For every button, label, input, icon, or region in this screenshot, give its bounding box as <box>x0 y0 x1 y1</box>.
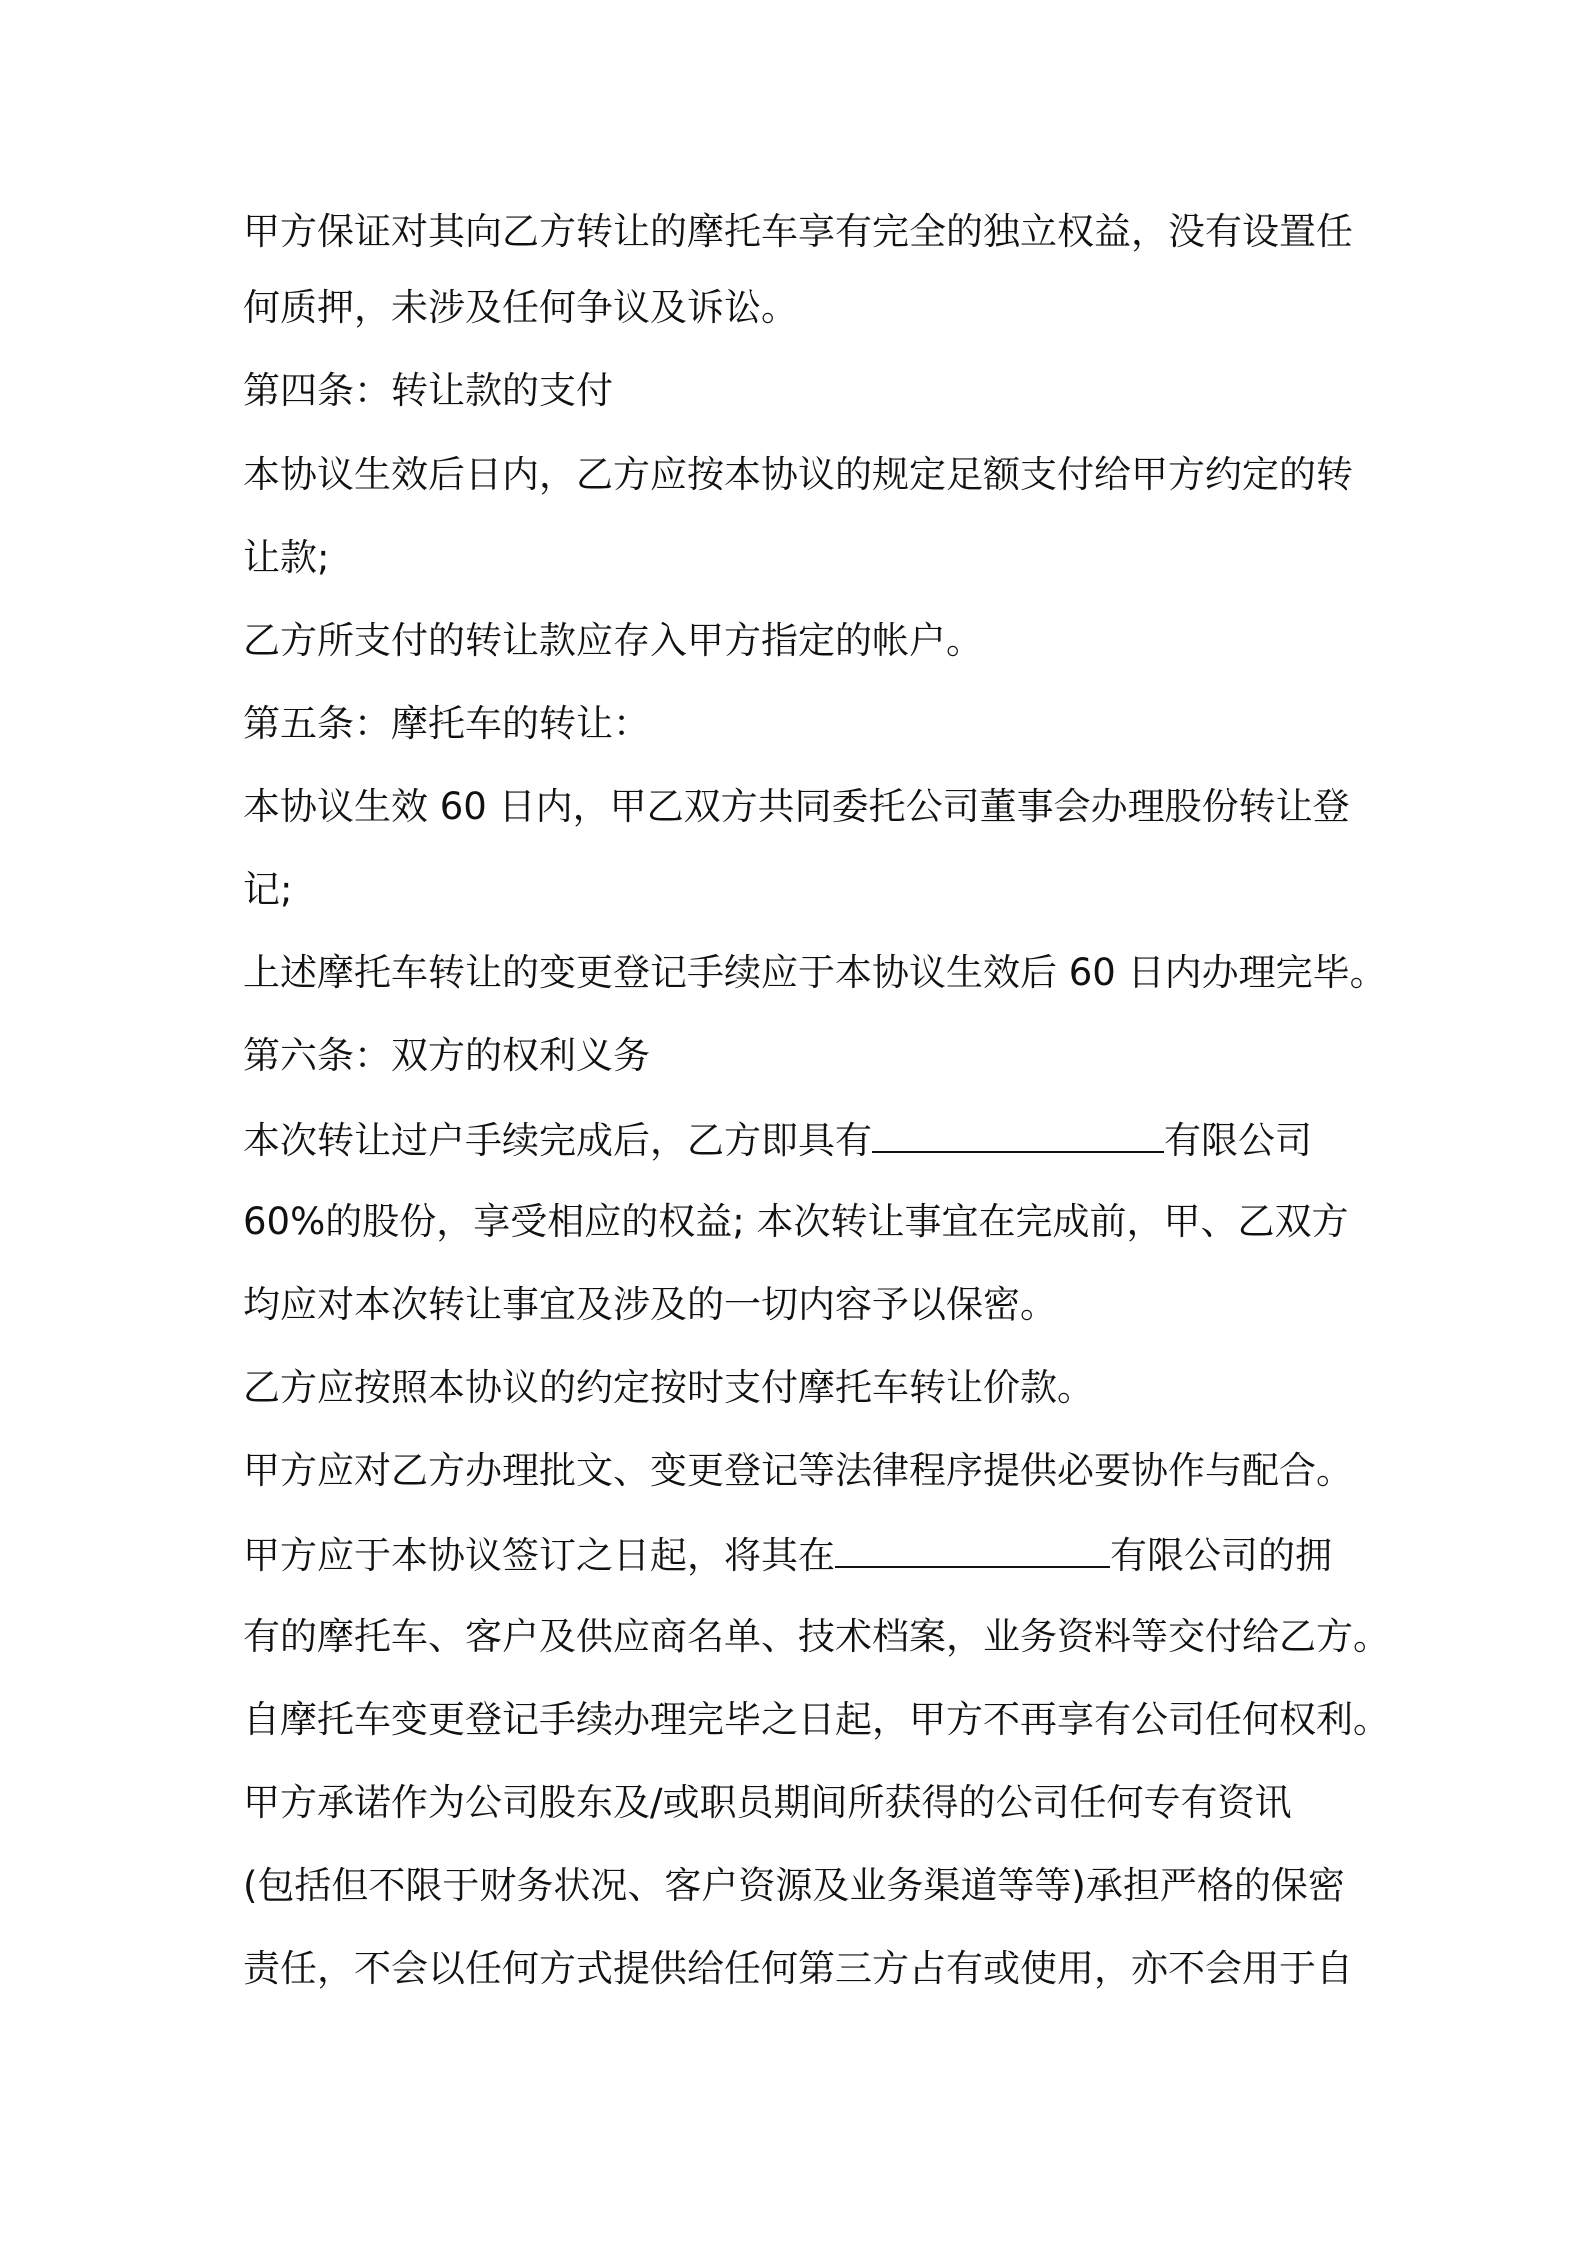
text-segment: 本次转让过户手续完成后，乙方即具有 <box>243 1119 872 1162</box>
article-heading: 第四条：转让款的支付 <box>243 369 613 412</box>
text-line: 乙方应按照本协议的约定按时支付摩托车转让价款。 <box>243 1366 1094 1409</box>
text-line: 均应对本次转让事宜及涉及的一切内容予以保密。 <box>243 1283 1057 1326</box>
fill-in-blank <box>835 1532 1110 1568</box>
text-segment: 有限公司的拥 <box>1110 1534 1332 1577</box>
article-heading: 第六条：双方的权利义务 <box>243 1034 650 1077</box>
text-line: 何质押，未涉及任何争议及诉讼。 <box>243 286 798 329</box>
text-line: 甲方应对乙方办理批文、变更登记等法律程序提供必要协作与配合。 <box>243 1449 1353 1492</box>
text-line: 本协议生效 60 日内，甲乙双方共同委托公司董事会办理股份转让登 <box>243 785 1350 828</box>
text-line: 上述摩托车转让的变更登记手续应于本协议生效后 60 日内办理完毕。 <box>243 951 1387 994</box>
text-line-with-blank <box>243 1117 1312 1163</box>
text-line: 有的摩托车、客户及供应商名单、技术档案，业务资料等交付给乙方。 <box>243 1615 1390 1658</box>
text-line: 60%的股份，享受相应的权益; 本次转让事宜在完成前，甲、乙双方 <box>243 1200 1349 1243</box>
fill-in-blank <box>872 1117 1164 1153</box>
text-line: 甲方保证对其向乙方转让的摩托车享有完全的独立权益，没有设置任 <box>243 210 1353 253</box>
text-line: 乙方所支付的转让款应存入甲方指定的帐户。 <box>243 619 983 662</box>
text-line-with-blank <box>243 1532 1332 1578</box>
text-line: 自摩托车变更登记手续办理完毕之日起，甲方不再享有公司任何权利。 <box>243 1698 1390 1741</box>
text-segment: 有限公司 <box>1164 1119 1312 1162</box>
article-heading: 第五条：摩托车的转让： <box>243 702 650 745</box>
text-line: 责任，不会以任何方式提供给任何第三方占有或使用，亦不会用于自 <box>243 1947 1353 1990</box>
text-line: 本协议生效后日内，乙方应按本协议的规定足额支付给甲方约定的转 <box>243 453 1353 496</box>
text-line: 让款; <box>243 536 330 579</box>
text-line: 甲方承诺作为公司股东及/或职员期间所获得的公司任何专有资讯 <box>243 1781 1292 1824</box>
text-line: 记; <box>243 868 293 911</box>
text-segment: 甲方应于本协议签订之日起，将其在 <box>243 1534 835 1577</box>
text-line: (包括但不限于财务状况、客户资源及业务渠道等等)承担严格的保密 <box>243 1864 1345 1907</box>
